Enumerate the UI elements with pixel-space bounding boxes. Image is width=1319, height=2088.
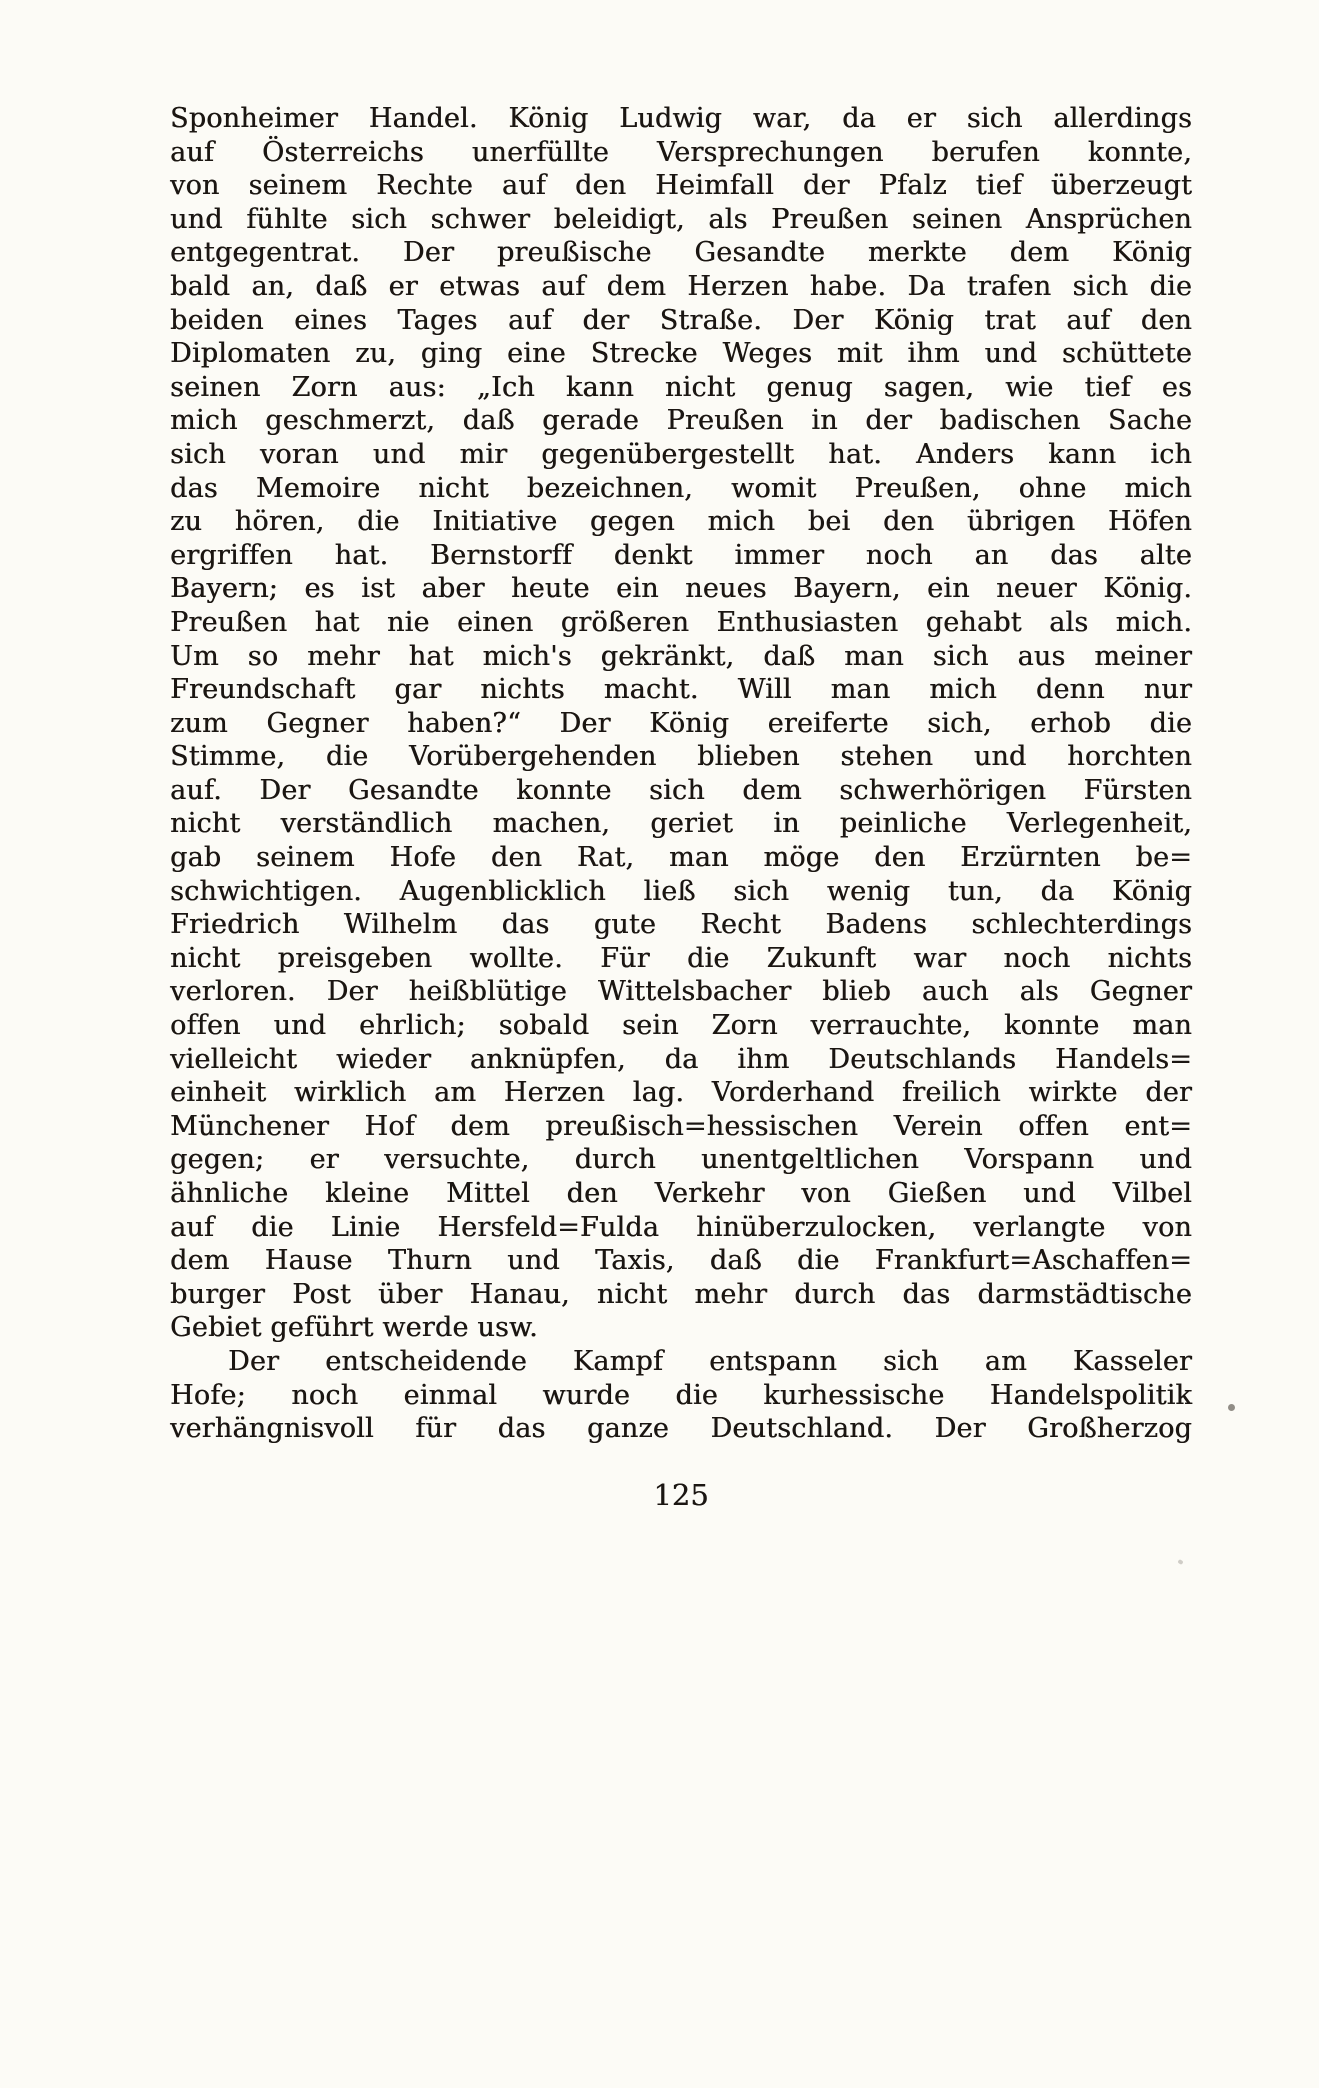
text-line: und fühlte sich schwer beleidigt, als Preußen seinen Ansprüchen — [170, 203, 1192, 235]
text-line: Gebiet geführt werde usw. — [170, 1312, 538, 1344]
ink-speck — [1177, 1559, 1183, 1565]
text-line: Um so mehr hat mich's gekränkt, daß man sich aus meiner — [170, 640, 1192, 672]
text-line: ähnliche kleine Mittel den Verkehr von Gießen und Vilbel — [170, 1178, 1192, 1209]
text-line: Der entscheidende Kampf entspann sich am Kasseler — [228, 1345, 1192, 1377]
page-number: 125 — [653, 1478, 709, 1512]
text-line: auf Österreichs unerfüllte Versprechungen berufen konnte, — [170, 136, 1192, 168]
text-line: Freundschaft gar nichts macht. Will man mich denn nur — [170, 674, 1192, 706]
text-line: Hofe; noch einmal wurde die kurhessische Handelspolitik — [170, 1379, 1192, 1411]
text-line: von seinem Rechte auf den Heimfall der Pfalz tief überzeugt — [170, 170, 1192, 202]
text-line: zum Gegner haben?“ Der König ereiferte sich, erhob die — [170, 707, 1192, 739]
text-line: beiden eines Tages auf der Straße. Der König trat auf den — [170, 304, 1192, 336]
text-line: verloren. Der heißblütige Wittelsbacher blieb auch als Gegner — [170, 976, 1192, 1008]
text-line: burger Post über Hanau, nicht mehr durch das darmstädtische — [170, 1278, 1192, 1310]
text-line: Sponheimer Handel. König Ludwig war, da er sich allerdings — [170, 103, 1192, 134]
text-line: vielleicht wieder anknüpfen, da ihm Deutschlands Handels= — [170, 1043, 1192, 1075]
ink-speck — [1228, 1404, 1235, 1411]
text-line: mich geschmerzt, daß gerade Preußen in der badischen Sache — [170, 405, 1192, 437]
text-line: sich voran und mir gegenübergestellt hat. Anders kann ich — [170, 438, 1192, 470]
text-block — [170, 102, 1192, 1446]
text-line: Friedrich Wilhelm das gute Recht Badens schlechterdings — [170, 909, 1192, 941]
text-line: das Memoire nicht bezeichnen, womit Preußen, ohne mich — [170, 472, 1192, 504]
text-line: Münchener Hof dem preußisch=hessischen Verein offen ent= — [170, 1110, 1192, 1142]
text-line: verhängnisvoll für das ganze Deutschland. Der Großherzog — [170, 1413, 1192, 1445]
text-line: seinen Zorn aus: „Ich kann nicht genug sagen, wie tief es — [170, 371, 1192, 403]
text-line: auf die Linie Hersfeld=Fulda hinüberzulocken, verlangte von — [170, 1211, 1192, 1243]
text-line: bald an, daß er etwas auf dem Herzen habe. Da trafen sich die — [170, 270, 1192, 302]
text-line: offen und ehrlich; sobald sein Zorn verrauchte, konnte man — [170, 1010, 1192, 1042]
text-line: auf. Der Gesandte konnte sich dem schwerhörigen Fürsten — [170, 774, 1192, 806]
text-line: nicht preisgeben wollte. Für die Zukunft war noch nichts — [170, 942, 1192, 974]
text-line: dem Hause Thurn und Taxis, daß die Frankfurt=Aschaffen= — [170, 1245, 1192, 1277]
text-line: Preußen hat nie einen größeren Enthusiasten gehabt als mich. — [170, 606, 1192, 638]
text-line: einheit wirklich am Herzen lag. Vorderhand freilich wirkte der — [170, 1077, 1192, 1109]
text-line: ergriffen hat. Bernstorff denkt immer noch an das alte — [170, 539, 1192, 571]
text-line: Bayern; es ist aber heute ein neues Bayern, ein neuer König. — [170, 573, 1192, 605]
text-line: nicht verständlich machen, geriet in peinliche Verlegenheit, — [170, 808, 1192, 840]
text-line: Stimme, die Vorübergehenden blieben stehen und horchten — [170, 741, 1192, 773]
text-line: gab seinem Hofe den Rat, man möge den Erzürnten be= — [170, 842, 1192, 874]
text-line: gegen; er versuchte, durch unentgeltlichen Vorspann und — [170, 1144, 1192, 1176]
text-line: zu hören, die Initiative gegen mich bei den übrigen Höfen — [170, 506, 1192, 538]
text-line: schwichtigen. Augenblicklich ließ sich wenig tun, da König — [170, 875, 1192, 907]
text-line: Diplomaten zu, ging eine Strecke Weges mit ihm und schüttete — [170, 338, 1192, 370]
text-line: entgegentrat. Der preußische Gesandte merkte dem König — [170, 237, 1192, 269]
